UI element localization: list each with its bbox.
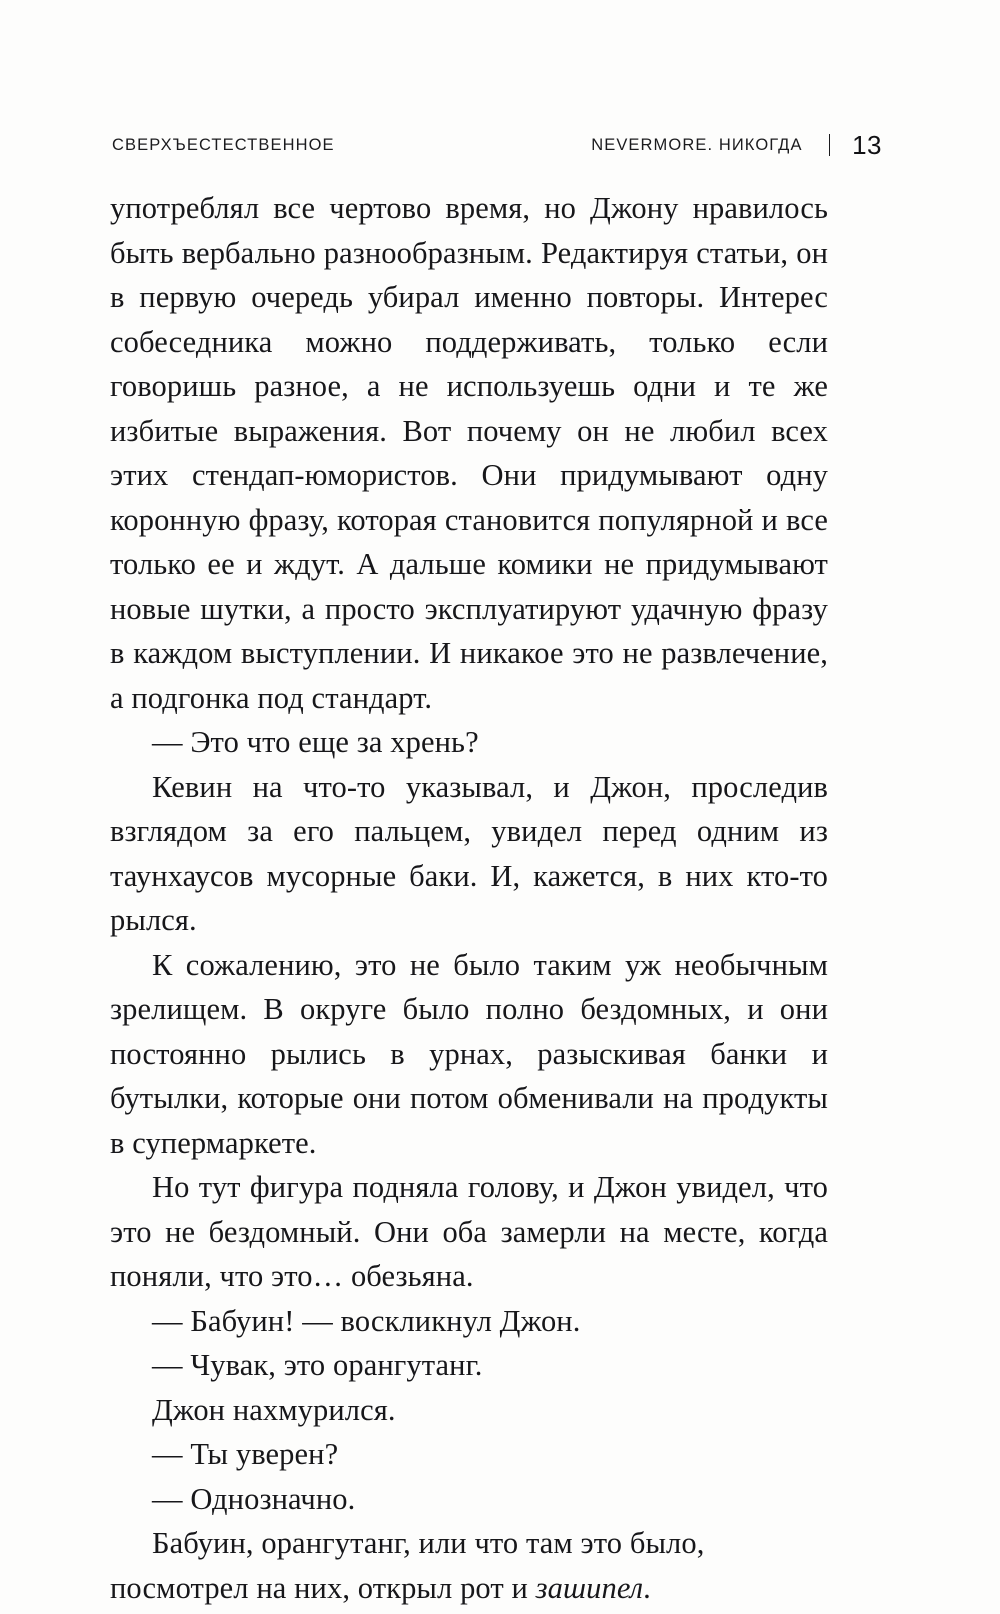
paragraph-9: — Ты уверен?: [152, 1437, 339, 1471]
paragraph-11-text-after: .: [643, 1570, 651, 1605]
running-head-divider: [829, 134, 831, 156]
page-number: 13: [852, 129, 882, 160]
paragraph-7: — Чувак, это орангутанг.: [152, 1348, 483, 1382]
paragraph-3: Кевин на что-то указывал, и Джон, проследив взглядом за его пальцем, увидел перед одним из таунхаусов мусорные баки. И, кажется, в них кто-то рылся.: [110, 769, 828, 937]
page-body: [110, 186, 828, 1610]
paragraph-4: К сожалению, это не было таким уж необычным зрелищем. В округе было полно бездомных, и они постоянно рылись в урнах, разыскивая банки и бутылки, которые они потом обменивали на продукты в супермаркете.: [110, 947, 828, 1160]
running-head: [112, 129, 882, 160]
paragraph-1: употреблял все чертово время, но Джону нравилось быть вербально разнообразным. Редактируя статьи, он в первую очередь убирал именно повторы. Интерес собеседника можно поддерживать, только если говоришь разное, а не используешь одни и те же избитые выражения. Вот почему он не любил всех этих стендап-юмористов. Они придумывают одну коронную фразу, которая становится популярной и все только ее и ждут. А дальше комики не придумывают новые шутки, а просто эксплуатируют удачную фразу в каждом выступлении. И никакое это не развлечение, а подгонка под стандарт.: [110, 191, 828, 715]
paragraph-8: Джон нахмурился.: [152, 1392, 396, 1427]
paragraph-11-emphasis: зашипел: [535, 1570, 644, 1605]
paragraph-11: [110, 1521, 828, 1610]
paragraph-2: — Это что еще за хрень?: [152, 725, 479, 759]
paragraph-5: Но тут фигура подняла голову, и Джон увидел, что это не бездомный. Они оба замерли на месте, когда поняли, что это… обезьяна.: [110, 1170, 828, 1293]
paragraph-6: — Бабуин! — воскликнул Джон.: [152, 1303, 581, 1338]
running-head-series: СВЕРХЪЕСТЕСТВЕННОЕ: [112, 135, 335, 154]
running-head-right: [591, 130, 882, 161]
paragraph-10: — Однозначно.: [152, 1481, 356, 1516]
paragraph-11-text-before: Бабуин, орангутанг, или что там это было, посмотрел на них, открыл рот и: [110, 1526, 705, 1605]
running-head-title: NEVERMORE. НИКОГДА: [591, 135, 803, 154]
